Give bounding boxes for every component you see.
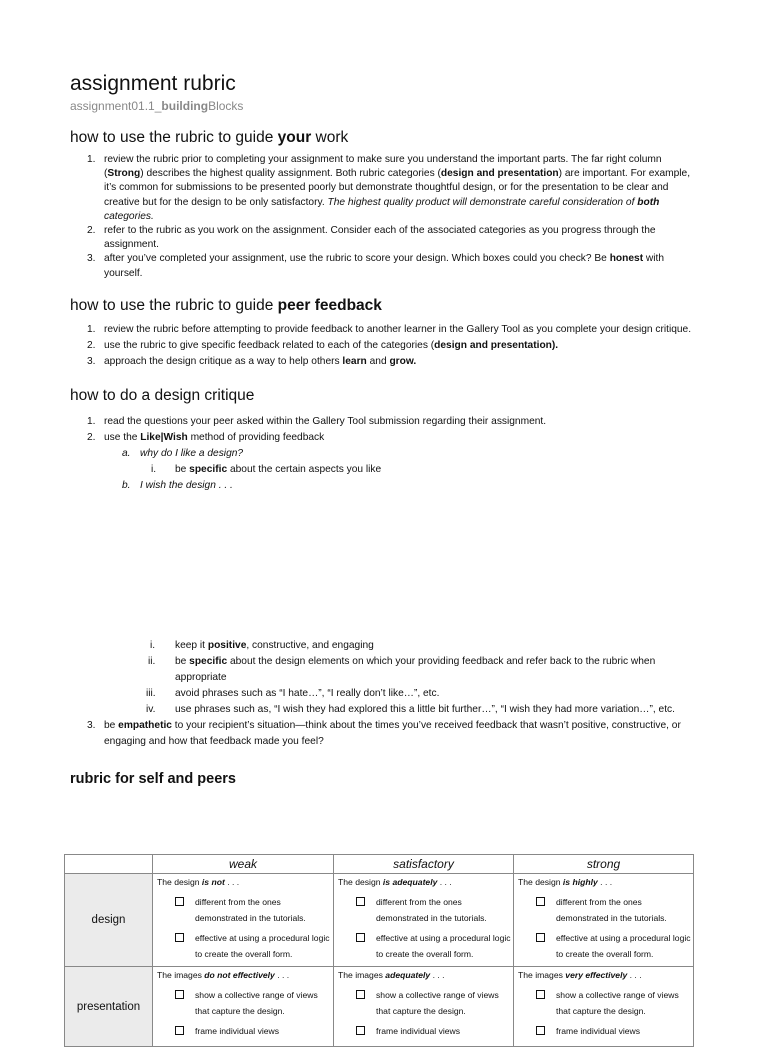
list-item: 2. refer to the rubric as you work on the assignment. Consider each of the associated categories as you progress through the assignment. — [87, 225, 656, 251]
checkbox-item[interactable]: show a collective range of views that capture the design. — [518, 987, 693, 1019]
header-satisfactory: satisfactory — [334, 855, 514, 874]
row-head-design: design — [65, 874, 153, 967]
list-item: 3. approach the design critique as a way to help others learn and grow. — [87, 355, 417, 367]
table-header-row — [65, 855, 694, 874]
checkbox-item[interactable]: frame individual views — [518, 1023, 693, 1039]
table-row — [65, 967, 694, 1047]
list-item: 3. after you’ve completed your assignment, use the rubric to score your design. Which boxes could you check? Be honest with yourself. — [87, 253, 665, 279]
checkbox-item[interactable]: frame individual views — [338, 1023, 513, 1039]
checkbox-item[interactable]: show a collective range of views that capture the design. — [157, 987, 333, 1019]
checkbox-item[interactable]: different from the ones demonstrated in the tutorials. — [157, 894, 333, 926]
checkbox-item[interactable]: frame individual views — [157, 1023, 333, 1039]
section2-heading: how to use the rubric to guide peer feedback — [70, 296, 382, 314]
section3-list-cont — [70, 718, 700, 750]
list-item: 3. be empathetic to your recipient’s situation—think about the times you’ve received feedback that wasn’t positive, constructive, or engaging and how that feedback made you feel? — [87, 719, 681, 747]
header-empty — [65, 855, 153, 874]
checkbox-item[interactable]: show a collective range of views that capture the design. — [338, 987, 513, 1019]
checkbox-icon[interactable] — [175, 897, 184, 906]
checkbox-icon[interactable] — [536, 933, 545, 942]
cell-design-strong: The design is highly . . . different from the ones demonstrated in the tutorials. effective at using a procedural logic to create the overall form. — [514, 874, 694, 967]
cell-presentation-strong: The images very effectively . . . show a collective range of views that capture the design. frame individual views — [514, 967, 694, 1047]
rubric-table — [64, 854, 694, 1047]
section3-heading: how to do a design critique — [70, 386, 255, 404]
list-item: 2. use the rubric to give specific feedback related to each of the categories (design and presentation). — [87, 339, 559, 351]
header-strong: strong — [514, 855, 694, 874]
list-item: 2. use the Like|Wish method of providing feedback — [87, 431, 325, 443]
checkbox-icon[interactable] — [356, 897, 365, 906]
sublist-item-b-i: i. keep it positive, constructive, and engaging — [150, 639, 374, 651]
cell-design-weak: The design is not . . . different from the ones demonstrated in the tutorials. effective at using a procedural logic to create the overall form. — [153, 874, 334, 967]
cell-design-satisfactory: The design is adequately . . . different from the ones demonstrated in the tutorials. effective at using a procedural logic to create the overall form. — [334, 874, 514, 967]
checkbox-icon[interactable] — [356, 990, 365, 999]
section2-list — [70, 322, 700, 370]
blank-space — [70, 494, 700, 638]
document-page — [70, 70, 700, 789]
checkbox-icon[interactable] — [536, 1026, 545, 1035]
checkbox-icon[interactable] — [356, 1026, 365, 1035]
rubric-title: rubric for self and peers — [70, 770, 236, 787]
table-row — [65, 874, 694, 967]
doc-title: assignment rubric — [70, 72, 236, 95]
sublist-item-a: a. why do I like a design? — [122, 447, 244, 459]
list-item: 1. review the rubric before attempting to provide feedback to another learner in the Gallery Tool as you complete your design critique. — [87, 323, 692, 335]
checkbox-icon[interactable] — [356, 933, 365, 942]
cell-presentation-satisfactory: The images adequately . . . show a collective range of views that capture the design. frame individual views — [334, 967, 514, 1047]
checkbox-item[interactable]: different from the ones demonstrated in the tutorials. — [338, 894, 513, 926]
checkbox-icon[interactable] — [536, 897, 545, 906]
section1-heading: how to use the rubric to guide your work — [70, 129, 349, 146]
checkbox-icon[interactable] — [175, 990, 184, 999]
doc-subtitle: assignment01.1_buildingBlocks — [70, 99, 244, 113]
list-item: 1. review the rubric prior to completing your assignment to make sure you understand the important parts. The far right column (Strong) describes the highest quality assignment. Both rubric categories (design and presentation) are important. For example, it’s common for submissions to be presented poorly but demonstrate thoughtful design, or for the presentation to be clear and creative but for the design to be only satisfactory. The highest quality product will demonstrate careful consideration of both categories. — [87, 154, 691, 222]
sublist-item-b-iii: iii. avoid phrases such as “I hate…”, “I really don’t like…”, etc. — [146, 687, 440, 699]
checkbox-icon[interactable] — [536, 990, 545, 999]
sublist-item-b-iv: iv. use phrases such as, “I wish they had explored this a little bit further…”, “I wish they had more variation…”, etc. — [146, 703, 675, 715]
sublist-item-a-i: i. be specific about the certain aspects you like — [151, 463, 382, 475]
checkbox-item[interactable]: different from the ones demonstrated in the tutorials. — [518, 894, 693, 926]
sublist-item-b: b. I wish the design . . . — [122, 479, 233, 491]
checkbox-item[interactable]: effective at using a procedural logic to create the overall form. — [157, 930, 333, 962]
cell-presentation-weak: The images do not effectively . . . show a collective range of views that capture the design. frame individual views — [153, 967, 334, 1047]
section1-list — [70, 153, 700, 281]
checkbox-item[interactable]: effective at using a procedural logic to create the overall form. — [518, 930, 693, 962]
checkbox-icon[interactable] — [175, 1026, 184, 1035]
checkbox-icon[interactable] — [175, 933, 184, 942]
section3-list — [70, 414, 700, 446]
sublist-item-b-ii: ii. be specific about the design elements on which your providing feedback and refer back to the rubric when appropriate — [148, 655, 656, 683]
header-weak: weak — [153, 855, 334, 874]
checkbox-item[interactable]: effective at using a procedural logic to create the overall form. — [338, 930, 513, 962]
list-item: 1. read the questions your peer asked within the Gallery Tool submission regarding their assignment. — [87, 415, 547, 427]
row-head-presentation: presentation — [65, 967, 153, 1047]
